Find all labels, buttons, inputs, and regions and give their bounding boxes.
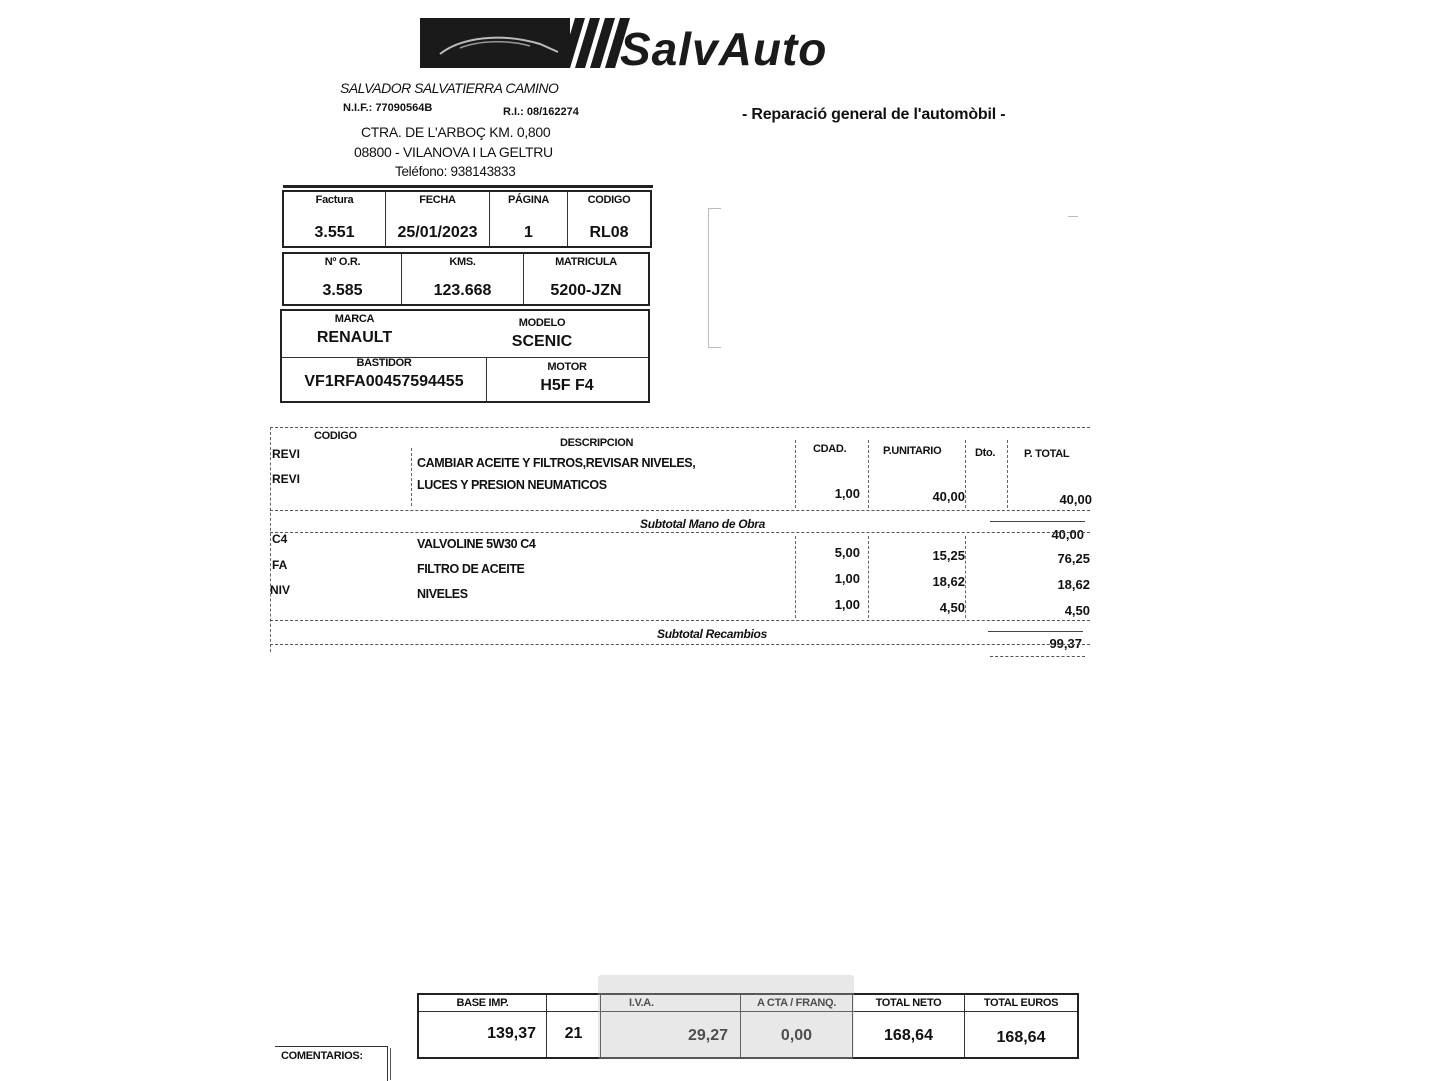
modelo-value: SCENIC <box>511 333 573 350</box>
labor-row-2-unit: 40,00 <box>932 489 965 504</box>
euros-label: TOTAL EUROS <box>983 997 1059 1009</box>
marca-value: RENAULT <box>316 329 393 346</box>
part-row-2-unit: 18,62 <box>932 574 965 589</box>
labor-row-2-desc: LUCES Y PRESION NEUMATICOS <box>417 478 607 492</box>
part-row-3-code: NIV <box>270 583 291 597</box>
base-value: 139,37 <box>487 1025 536 1042</box>
kms-label: KMS. <box>449 256 476 268</box>
watermark-overlay <box>598 975 854 1059</box>
part-row-3-unit: 4,50 <box>939 600 965 615</box>
order-info-box <box>282 252 650 306</box>
col-divider <box>868 536 869 618</box>
pagina-label: PÁGINA <box>508 194 549 206</box>
company-owner: SALVADOR SALVATIERRA CAMINO <box>340 80 559 96</box>
part-row-1-desc: VALVOLINE 5W30 C4 <box>417 537 536 551</box>
brand-name: SalvAuto <box>620 23 828 75</box>
motor-value: H5F F4 <box>540 377 594 394</box>
customer-address-frame <box>708 208 721 348</box>
col-divider <box>965 440 966 508</box>
labor-subtotal-value: 40,00 <box>1051 527 1084 542</box>
neto-value: 168,64 <box>884 1027 933 1044</box>
labor-row-2-total: 40,00 <box>1059 492 1092 507</box>
part-row-3-desc: NIVELES <box>417 587 468 601</box>
part-row-1-total: 76,25 <box>1057 551 1090 566</box>
or-value: 3.585 <box>322 282 363 299</box>
company-ri: R.I.: 08/162274 <box>503 106 579 118</box>
fecha-value: 25/01/2023 <box>397 224 478 241</box>
part-row-1-code: C4 <box>272 532 288 546</box>
part-row-2-total: 18,62 <box>1057 577 1090 592</box>
part-row-2-desc: FILTRO DE ACEITE <box>417 562 525 576</box>
labor-subtotal-rule <box>270 510 1090 511</box>
header-punitario: P.UNITARIO <box>883 445 942 457</box>
col-divider <box>868 440 869 508</box>
neto-label: TOTAL NETO <box>875 997 942 1009</box>
part-row-3-qty: 1,00 <box>834 597 860 612</box>
table-left-border <box>270 427 271 652</box>
part-row-1-unit: 15,25 <box>932 548 965 563</box>
company-phone: Teléfono: 938143833 <box>395 164 516 179</box>
labor-subtotal-line <box>990 521 1085 522</box>
header-dto: Dto. <box>975 447 996 459</box>
header-rule <box>283 185 653 188</box>
company-address: CTRA. DE L'ARBOÇ KM. 0,800 <box>361 124 551 140</box>
codigo-label: CODIGO <box>587 194 631 206</box>
labor-row-2-code: REVI <box>272 472 301 486</box>
company-nif: N.I.F.: 77090564B <box>343 102 433 114</box>
part-row-2-code: FA <box>272 558 288 572</box>
acta-label: A CTA / FRANQ. <box>756 997 837 1009</box>
iva-pct-value: 21 <box>564 1025 583 1042</box>
bastidor-value: VF1RFA00457594455 <box>304 373 464 390</box>
comments-area-edge <box>390 1048 391 1080</box>
euros-value: 168,64 <box>996 1029 1046 1046</box>
col-divider <box>1007 440 1008 508</box>
factura-label: Factura <box>315 194 354 206</box>
labor-subtotal-label: Subtotal Mano de Obra <box>640 517 766 531</box>
labor-row-2-qty: 1,00 <box>834 486 860 501</box>
kms-value: 123.668 <box>433 282 492 299</box>
table-top-border <box>270 427 1090 428</box>
matricula-value: 5200-JZN <box>550 282 622 299</box>
part-row-1-qty: 5,00 <box>834 545 860 560</box>
comments-label: COMENTARIOS: <box>281 1050 363 1062</box>
marca-label: MARCA <box>334 313 375 325</box>
parts-subtotal-value: 99,37 <box>1049 636 1082 651</box>
address-frame-mark <box>1068 216 1078 217</box>
header-cdad: CDAD. <box>813 443 847 455</box>
factura-number: 3.551 <box>314 224 355 241</box>
parts-subtotal-bottom-rule <box>270 644 1090 645</box>
acta-value: 0,00 <box>780 1027 813 1044</box>
part-row-2-qty: 1,00 <box>834 571 860 586</box>
part-row-3-total: 4,50 <box>1064 603 1090 618</box>
header-descripcion: DESCRIPCION <box>560 437 634 449</box>
parts-subtotal-rule <box>270 620 1090 621</box>
vehicle-info-box <box>280 309 650 403</box>
motor-label: MOTOR <box>547 361 587 373</box>
brand-logo <box>420 18 880 80</box>
base-label: BASE IMP. <box>456 997 509 1009</box>
labor-subtotal-bottom-rule <box>270 532 1090 533</box>
brand-tagline: - Reparació general de l'automòbil - <box>742 106 1006 123</box>
matricula-label: MATRICULA <box>555 256 617 268</box>
labor-row-1-desc: CAMBIAR ACEITE Y FILTROS,REVISAR NIVELES, <box>417 456 696 470</box>
table-bottom-rule <box>990 656 1085 657</box>
iva-value: 29,27 <box>687 1027 728 1044</box>
col-divider <box>965 536 966 618</box>
invoice-info-box <box>282 190 652 248</box>
iva-label: I.V.A. <box>629 997 654 1009</box>
modelo-label: MODELO <box>518 317 566 329</box>
car-stripes-logo-icon <box>420 18 630 70</box>
header-ptotal: P. TOTAL <box>1024 448 1070 460</box>
labor-row-1-code: REVI <box>272 447 301 461</box>
pagina-value: 1 <box>524 224 533 241</box>
header-codigo: CODIGO <box>314 430 357 442</box>
codigo-value: RL08 <box>589 224 629 241</box>
company-city: 08800 - VILANOVA I LA GELTRU <box>354 144 553 160</box>
col-divider <box>411 448 412 506</box>
or-label: Nº O.R. <box>324 256 361 268</box>
parts-subtotal-line <box>988 631 1083 632</box>
parts-subtotal-label: Subtotal Recambios <box>657 627 767 641</box>
fecha-label: FECHA <box>419 194 456 206</box>
bastidor-label: BASTIDOR <box>356 357 412 369</box>
